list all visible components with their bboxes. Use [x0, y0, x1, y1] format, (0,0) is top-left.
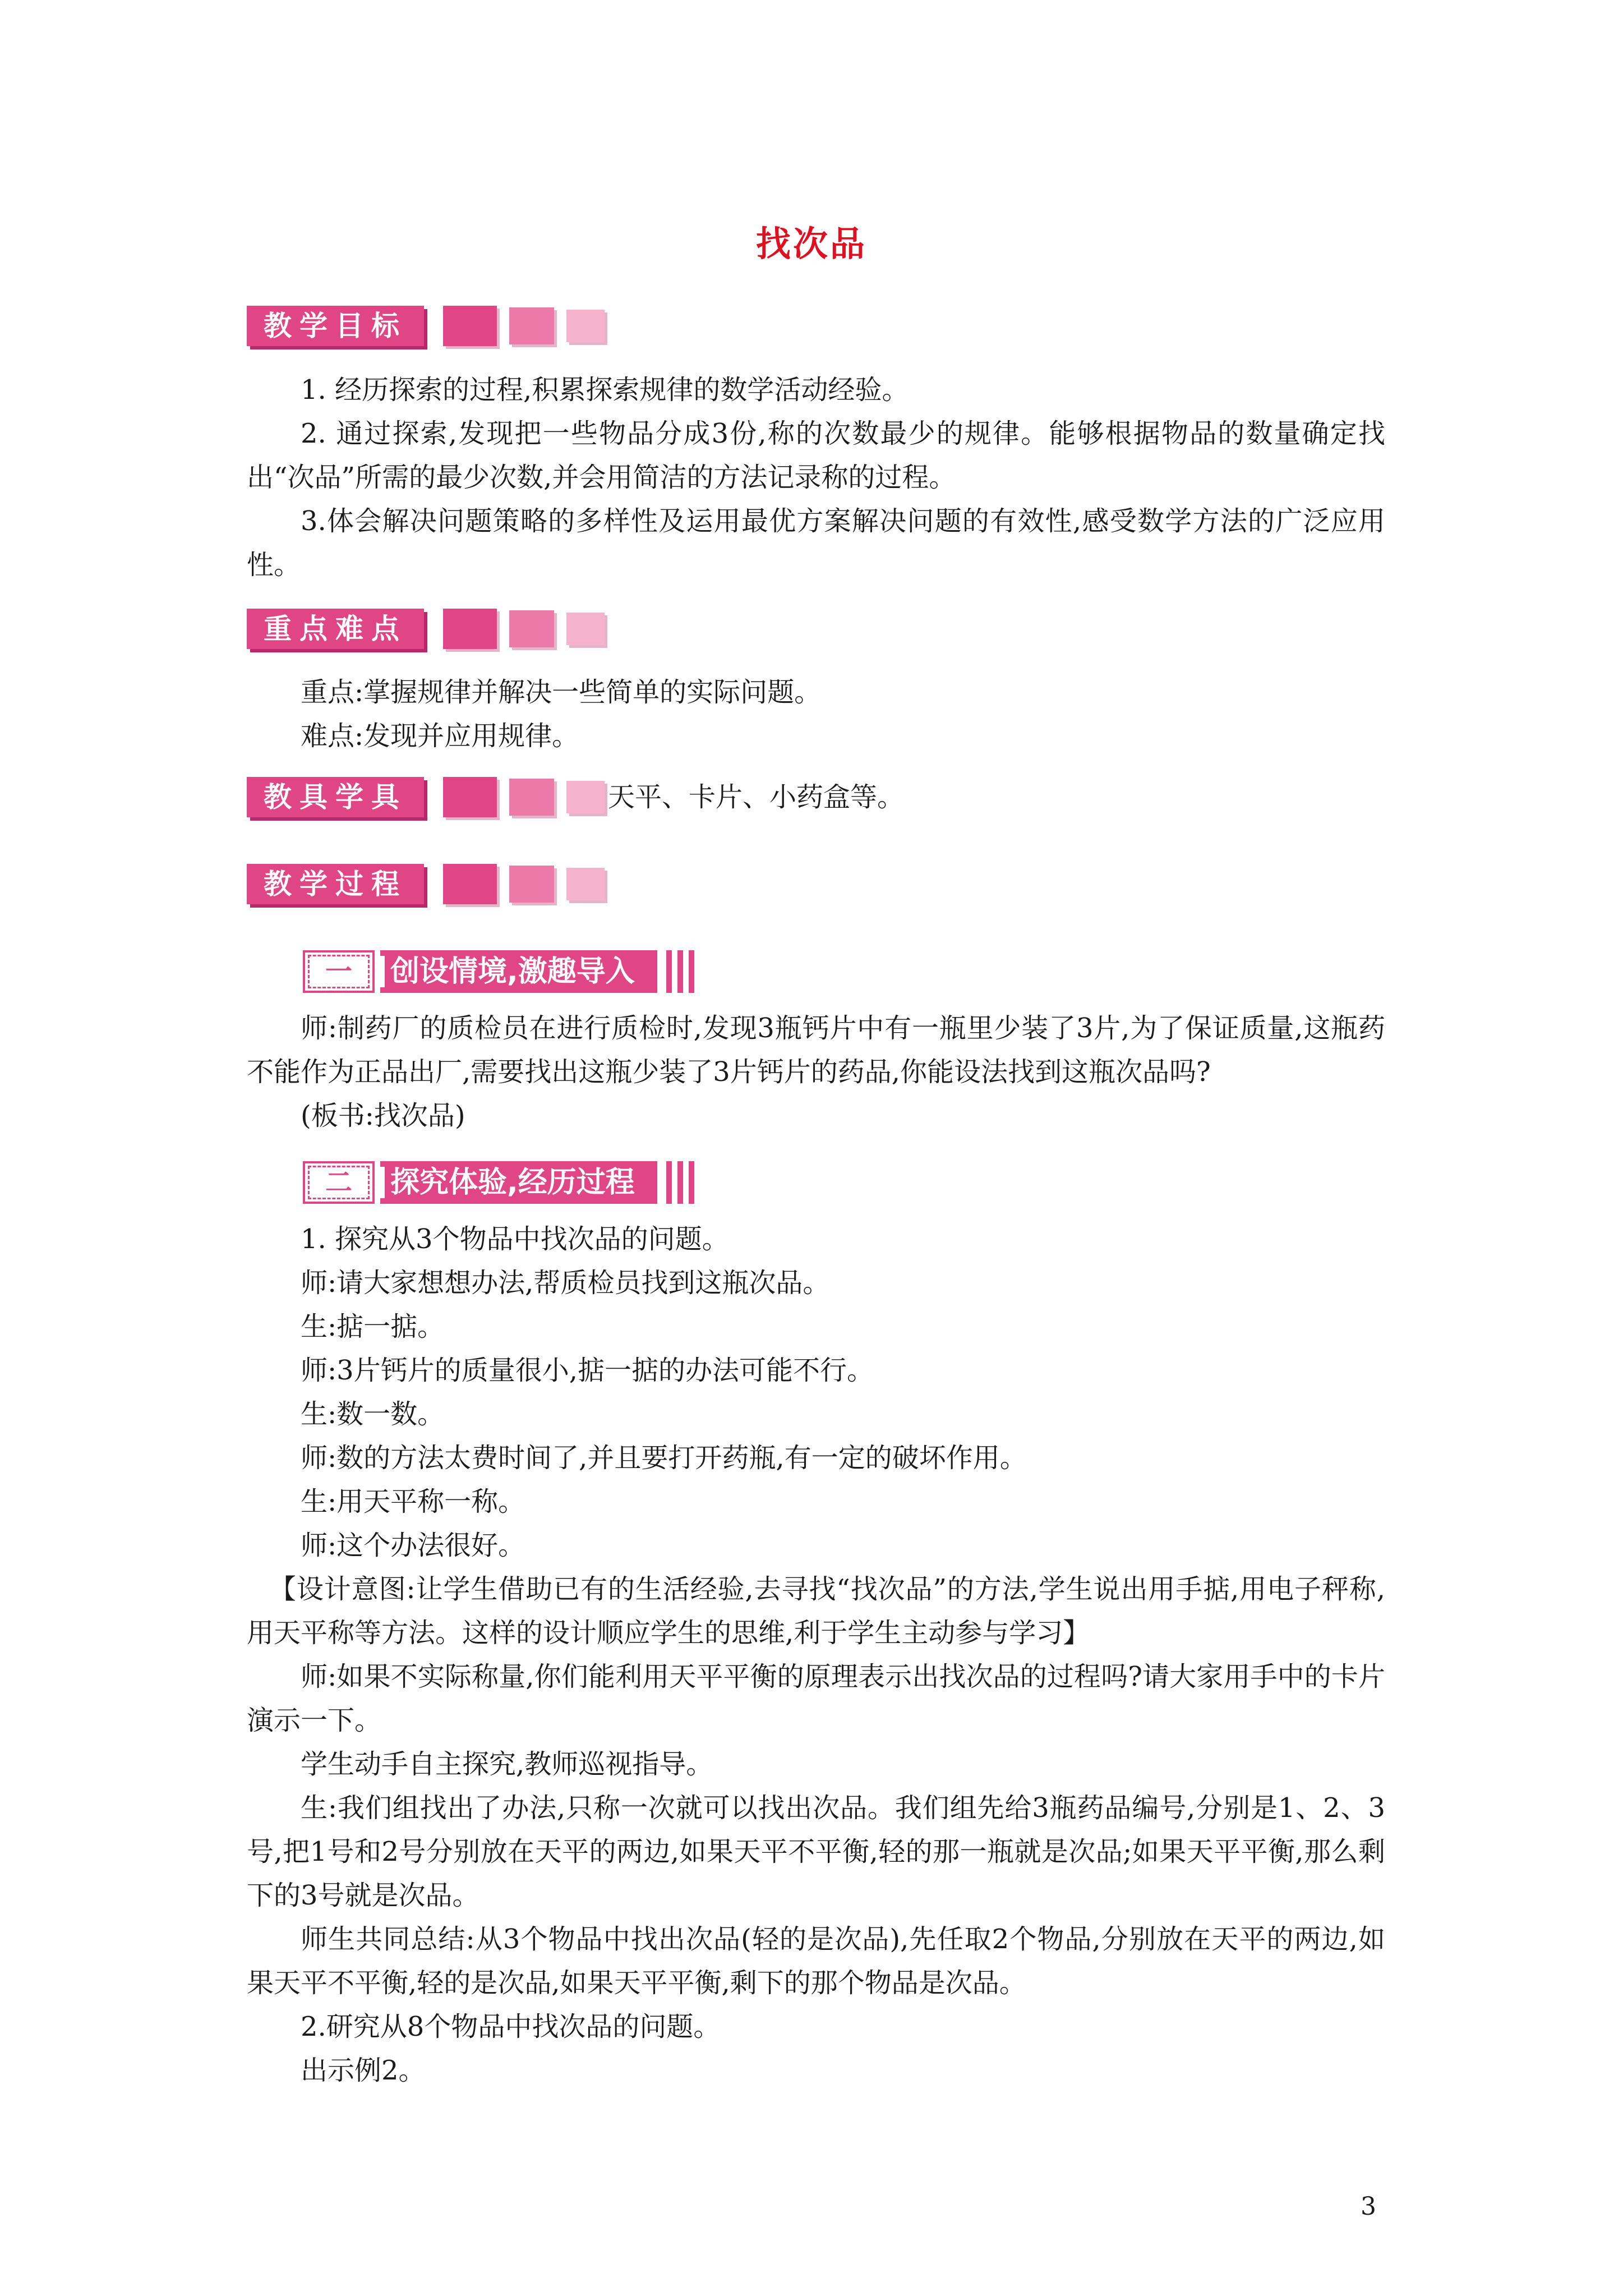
goals-text — [247, 368, 1385, 587]
paragraph: 师生共同总结:从3个物品中找出次品(轻的是次品),先任取2个物品,分别放在天平的两边,如果天平不平衡,轻的是次品,如果天平平衡,剩下的那个物品是次品。 — [247, 1924, 1385, 1999]
subsection-heading: 探究体验,经历过程 — [380, 1161, 657, 1204]
paragraph: 出示例2。 — [301, 2055, 426, 2086]
subsection-header-part1 — [303, 948, 694, 995]
decor-stripes — [661, 1161, 694, 1204]
paragraph: 1. 探究从3个物品中找次品的问题。 — [301, 1223, 729, 1255]
part2-text — [247, 1217, 1385, 2092]
tools-text: 天平、卡片、小药盒等。 — [608, 781, 905, 813]
section-label: 教学目标 — [247, 306, 424, 346]
decor-square — [509, 866, 554, 903]
paragraph: 生:掂一掂。 — [301, 1311, 445, 1342]
subsection-heading: 创设情境,激趣导入 — [380, 950, 657, 993]
paragraph: 2.研究从8个物品中找次品的问题。 — [301, 2011, 721, 2042]
section-header-tools — [247, 774, 904, 820]
decor-square — [443, 609, 497, 649]
paragraph: 师:制药厂的质检员在进行质检时,发现3瓶钙片中有一瓶里少装了3片,为了保证质量,这瓶药不能作为正品出厂,需要找出这瓶少装了3片钙片的药品,你能设法找到这瓶次品吗? — [247, 1013, 1385, 1088]
subsection-number: 二 — [308, 1166, 370, 1199]
page-title: 找次品 — [755, 223, 867, 264]
paragraph: 师:请大家想想办法,帮质检员找到这瓶次品。 — [301, 1267, 830, 1299]
subsection-number: 一 — [308, 955, 370, 988]
goal-item: 2. 通过探索,发现把一些物品分成3份,称的次数最少的规律。能够根据物品的数量确定找出“次品”所需的最少次数,并会用简洁的方法记录称的过程。 — [247, 418, 1385, 493]
goal-item: 1. 经历探索的过程,积累探索规律的数学活动经验。 — [301, 374, 909, 406]
design-intent-note: 【设计意图:让学生借助已有的生活经验,去寻找“找次品”的方法,学生说出用手掂,用电子秤称,用天平称等方法。这样的设计顺应学生的思维,利于学生主动参与学习】 — [247, 1573, 1385, 1649]
decor-square — [443, 864, 497, 904]
paragraph: 师:数的方法太费时间了,并且要打开药瓶,有一定的破坏作用。 — [301, 1442, 1027, 1474]
section-label: 教具学具 — [247, 777, 424, 817]
paragraph: 生:数一数。 — [301, 1398, 445, 1430]
paragraph: 生:我们组找出了办法,只称一次就可以找出次品。我们组先给3瓶药品编号,分别是1、2、3号,把1号和2号分别放在天平的两边,如果天平不平衡,轻的那一瓶就是次品;如果天平平衡,那么剩下的3号就是次品。 — [247, 1792, 1385, 1911]
subsection-header-part2 — [303, 1159, 694, 1206]
decor-square — [566, 310, 605, 342]
paragraph: 师:这个办法很好。 — [301, 1530, 525, 1561]
decor-square — [566, 613, 605, 645]
subsection-number-box — [303, 950, 375, 993]
paragraph: 生:用天平称一称。 — [301, 1486, 525, 1517]
paragraph: (板书:找次品) — [301, 1100, 465, 1131]
paragraph: 师:如果不实际称量,你们能利用天平平衡的原理表示出找次品的过程吗?请大家用手中的卡片演示一下。 — [247, 1661, 1385, 1736]
decor-square — [509, 307, 554, 344]
part1-text — [247, 1006, 1385, 1138]
section-label: 重点难点 — [247, 609, 424, 649]
section-label: 教学过程 — [247, 864, 424, 904]
decor-square — [443, 306, 497, 346]
decor-square — [443, 777, 497, 817]
goal-item: 3.体会解决问题策略的多样性及运用最优方案解决问题的有效性,感受数学方法的广泛应用性。 — [247, 505, 1385, 581]
decor-square — [509, 779, 554, 816]
decor-square — [509, 610, 554, 647]
decor-square — [566, 868, 605, 900]
section-header-keypoints — [247, 606, 605, 652]
decor-square — [566, 781, 605, 813]
decor-stripes — [661, 950, 694, 993]
section-header-goals — [247, 303, 605, 349]
keypoints-text — [247, 670, 1385, 758]
keypoint-item: 重点:掌握规律并解决一些简单的实际问题。 — [301, 677, 822, 708]
paragraph: 师:3片钙片的质量很小,掂一掂的办法可能不行。 — [301, 1355, 874, 1386]
page-number: 3 — [1361, 2192, 1376, 2221]
subsection-number-box — [303, 1161, 375, 1204]
section-header-process — [247, 861, 605, 907]
keypoint-item: 难点:发现并应用规律。 — [301, 720, 579, 752]
paragraph: 学生动手自主探究,教师巡视指导。 — [301, 1749, 713, 1780]
